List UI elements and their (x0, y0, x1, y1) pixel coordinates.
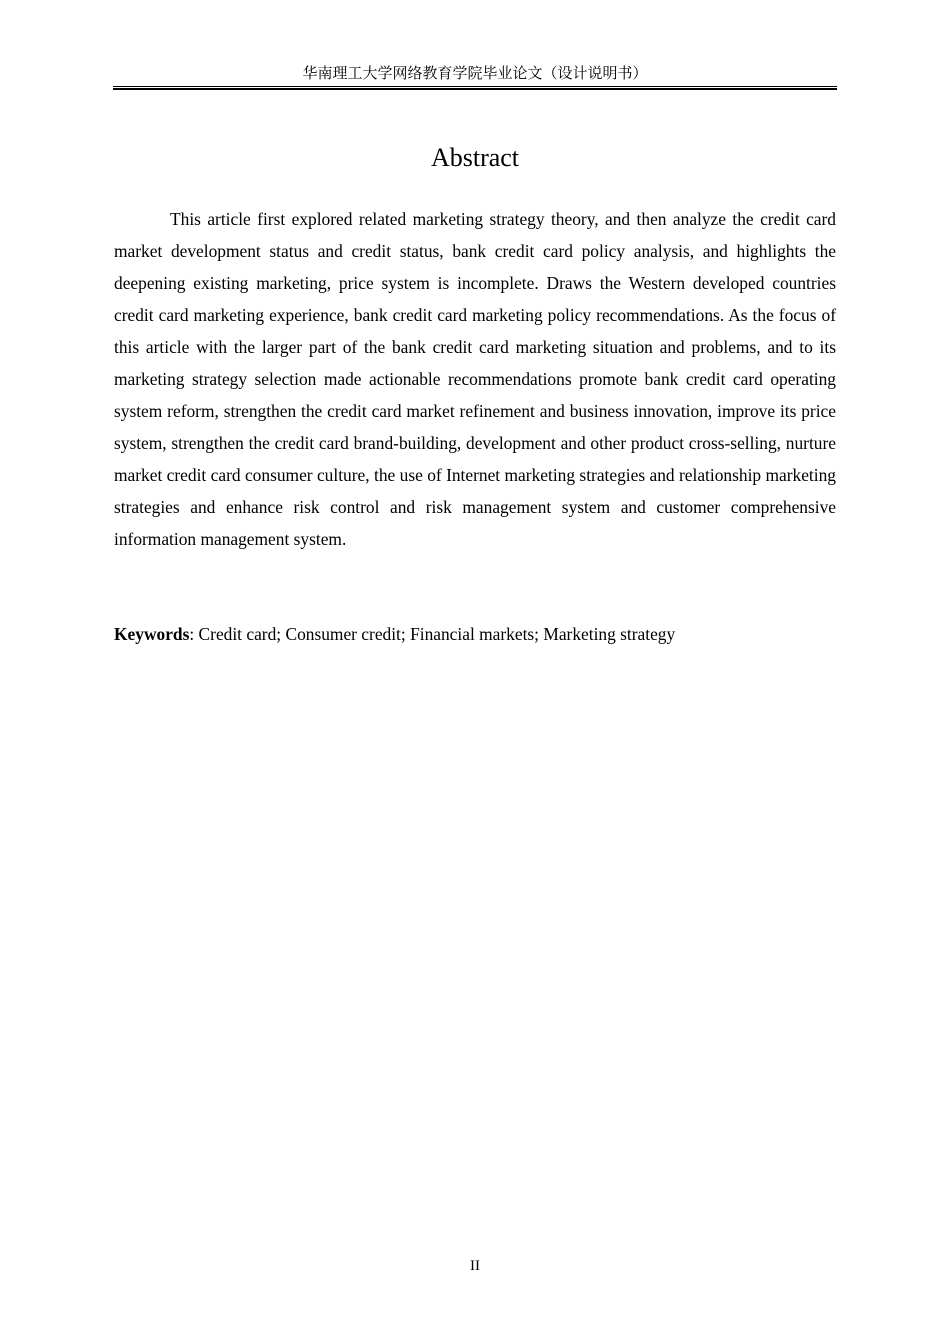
abstract-title: Abstract (430, 143, 520, 172)
abstract-body: This article first explored related marketing strategy theory, and then analyze the credit card market development status and credit status, bank credit card policy analysis, and highlights the deepening existing marketing, price system is incomplete. Draws the Western developed countries credit card marketing experience, bank credit card marketing policy recommendations. As the focus of this article with the larger part of the bank credit card marketing situation and problems, and to its marketing strategy selection made actionable recommendations promote bank credit card operating system reform, strengthen the credit card market refinement and business innovation, improve its price system, strengthen the credit card brand-building, development and other product cross-selling, nurture market credit card consumer culture, the use of Internet marketing strategies and relationship marketing strategies and enhance risk control and risk management system and customer comprehensive information management system. (114, 209, 836, 549)
keywords-line (114, 618, 836, 650)
keywords-text: Credit card; Consumer credit; Financial markets; Marketing strategy (198, 624, 676, 644)
keywords-label: Keywords (114, 624, 190, 644)
running-header: 华南理工大学网络教育学院毕业论文（设计说明书） (302, 64, 648, 82)
header-rule-thick (113, 88, 837, 90)
page-number: II (470, 1258, 480, 1274)
keywords-separator: : (189, 624, 199, 644)
header-rule-thin (113, 86, 837, 87)
